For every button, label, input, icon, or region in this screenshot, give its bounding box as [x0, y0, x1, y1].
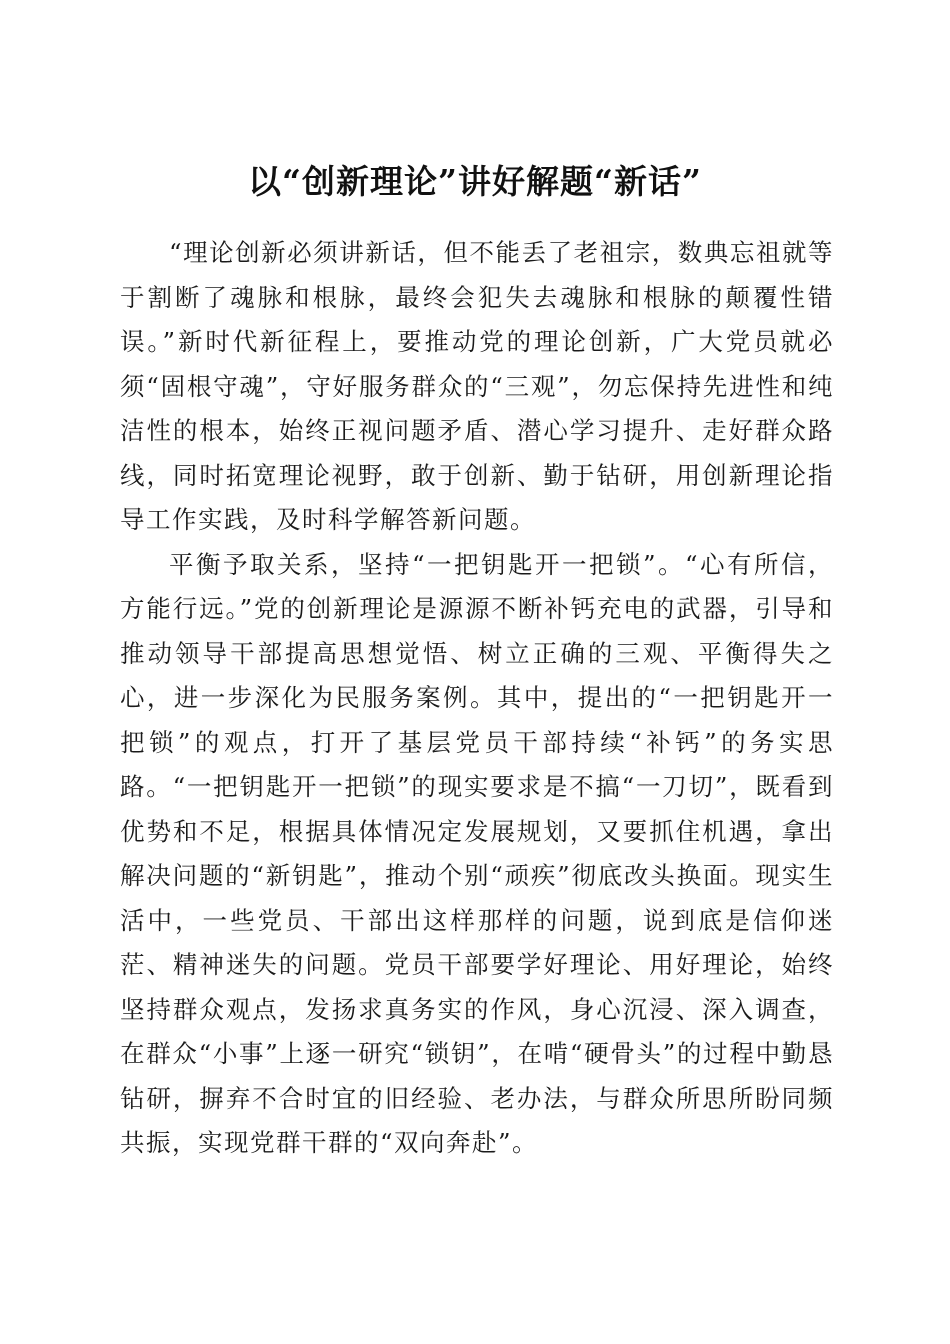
document-body — [120, 231, 834, 1166]
paragraph-1: “理论创新必须讲新话，但不能丢了老祖宗，数典忘祖就等于割断了魂脉和根脉，最终会犯失去魂脉和根脉的颠覆性错误。”新时代新征程上，要推动党的理论创新，广大党员就必须“固根守魂”，守好服务群众的“三观”，勿忘保持先进性和纯洁性的根本，始终正视问题矛盾、潜心学习提升、走好群众路线，同时拓宽理论视野，敢于创新、勤于钻研，用创新理论指导工作实践，及时科学解答新问题。 — [120, 238, 834, 534]
document-title: 以“创新理论”讲好解题“新话” — [248, 162, 702, 202]
paragraph-2: 平衡予取关系，坚持“一把钥匙开一把锁”。“心有所信，方能行远。”党的创新理论是源源不断补钙充电的武器，引导和推动领导干部提高思想觉悟、树立正确的三观、平衡得失之心，进一步深化为民服务案例。其中，提出的“一把钥匙开一把锁”的观点，打开了基层党员干部持续“补钙”的务实思路。“一把钥匙开一把锁”的现实要求是不搞“一刀切”，既看到优势和不足，根据具体情况定发展规划，又要抓住机遇，拿出解决问题的“新钥匙”，推动个别“顽疾”彻底改头换面。现实生活中，一些党员、干部出这样那样的问题，说到底是信仰迷茫、精神迷失的问题。党员干部要学好理论、用好理论，始终坚持群众观点，发扬求真务实的作风，身心沉浸、深入调查，在群众“小事”上逐一研究“锁钥”，在啃“硬骨头”的过程中勤恳钻研，摒弃不合时宜的旧经验、老办法，与群众所思所盼同频共振，实现党群干群的“双向奔赴”。 — [120, 549, 834, 1157]
